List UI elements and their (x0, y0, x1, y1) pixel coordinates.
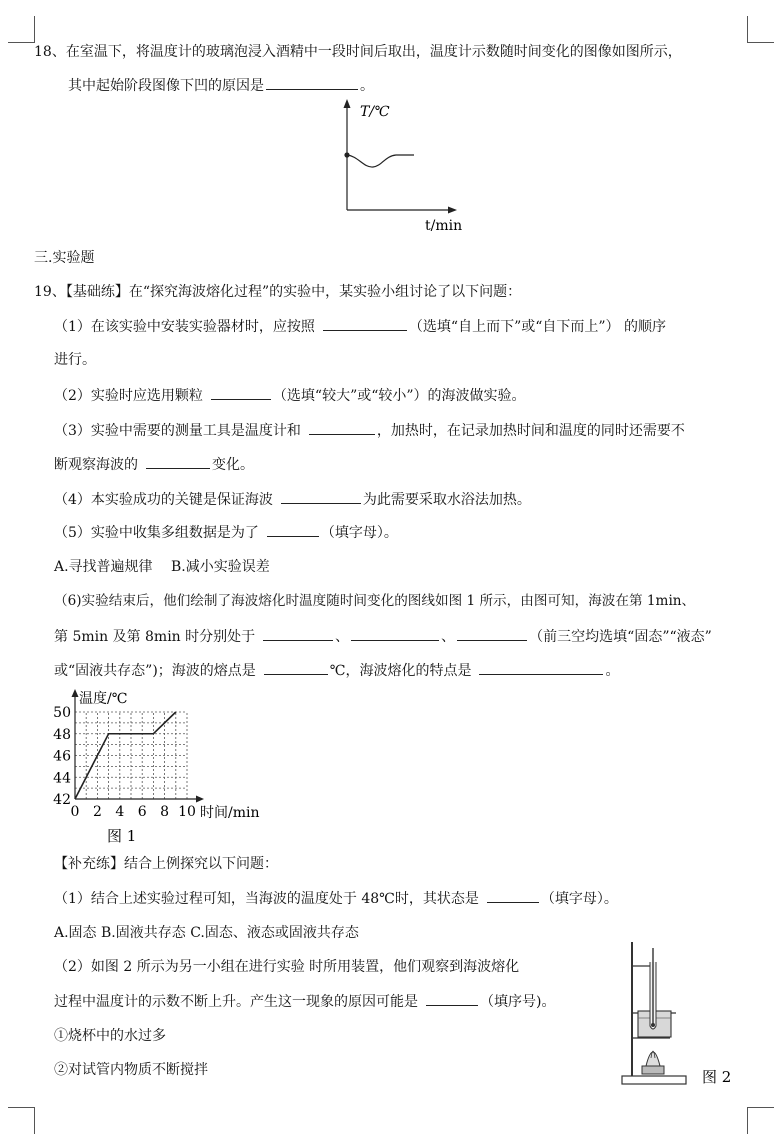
q18-line1: 18、在室温下，将温度计的玻璃泡浸入酒精中一段时间后取出，温度计示数随时间变化的图像如图所示， (34, 44, 682, 60)
q19-p5-text-b: （填字母）。 (320, 525, 398, 541)
supplement-option-1: ①烧杯中的水过多 (54, 1028, 166, 1044)
q19-part1-line1 (54, 316, 666, 337)
supplement-q1-text-b: （填字母）。 (540, 891, 618, 907)
q19-p2-text-a: （2）实验时应选用颗粒 (54, 388, 203, 404)
chart-y-axis-label: 温度/℃ (79, 691, 128, 707)
corner-mark-top-right (747, 16, 774, 43)
q19-p3-blank-2[interactable] (146, 454, 210, 469)
corner-mark-bottom-left (8, 1107, 35, 1134)
q19-p3-text-c: 断观察海波的 (54, 457, 138, 473)
chart-x-axis-arrow (196, 796, 204, 803)
supplement-q2-blank[interactable] (426, 991, 478, 1006)
chart-x-tick-label: 2 (92, 804, 102, 820)
figure-1-caption: 图 1 (107, 827, 137, 845)
q19-part2 (54, 385, 526, 406)
q19-p4-text-b: 为此需要采取水浴法加热。 (362, 492, 531, 508)
q19-p6-blank-3[interactable] (457, 626, 527, 641)
q19-p6-blank-1[interactable] (263, 626, 333, 641)
q19-part3-line2 (54, 454, 254, 475)
chart-y-tick-label: 48 (53, 726, 71, 743)
supplement-q1-options: A.固态 B.固液共存态 C.固态、液态或固液共存态 (54, 925, 359, 941)
figure-1-chart (40, 686, 280, 846)
q19-p1-text-a: （1）在该实验中安装实验器材时，应按照 (54, 319, 315, 335)
chart-x-tick-label: 10 (178, 804, 196, 820)
q19-part4 (54, 489, 531, 510)
q19-p6-text-c3: 。 (605, 663, 620, 679)
q19-p2-blank[interactable] (211, 385, 271, 400)
section-title: 三.实验题 (34, 250, 95, 266)
q19-p6-text-b1: 第 5min 及第 8min 时分别处于 (54, 629, 256, 645)
q19-p6-text-c1: 或“固液共存态”)；海波的熔点是 (54, 663, 256, 679)
chart-x-tick-label: 6 (137, 804, 147, 820)
q18-graph-ylabel: T/℃ (360, 104, 390, 120)
figure-2-caption: 图 2 (702, 1068, 732, 1086)
q19-intro: 19、【基础练】在“探究海波熔化过程”的实验中，某实验小组讨论了以下问题： (34, 284, 522, 300)
q18-line2 (68, 75, 374, 96)
q19-p3-blank-1[interactable] (309, 420, 375, 435)
q18-answer-blank[interactable] (266, 75, 358, 90)
chart-y-tick-label: 50 (53, 705, 71, 721)
q19-p6-sep-1: 、 (335, 629, 350, 645)
q19-part5-options: A.寻找普遍规律 B.减小实验误差 (54, 559, 270, 575)
q19-p6-text-c2: ℃，海波熔化的特点是 (329, 663, 472, 679)
q19-p4-blank[interactable] (281, 489, 361, 504)
chart-y-tick-label: 42 (53, 792, 71, 808)
supplement-q1 (54, 888, 618, 909)
chart-y-tick-label: 46 (53, 748, 71, 765)
q18-text-b: 。 (360, 78, 374, 94)
q19-p5-text-a: （5）实验中收集多组数据是为了 (54, 525, 259, 541)
q19-p3-text-b: ，加热时，在记录加热时间和温度的同时还需要不 (376, 423, 685, 439)
figure-2-apparatus (612, 938, 752, 1090)
q18-temperature-graph (330, 98, 480, 238)
q19-part6-line2 (54, 626, 712, 647)
q19-part6-line1: （6)实验结束后，他们绘制了海波熔化时温度随时间变化的图线如图 1 所示，由图可知，海波在第 1min、 (54, 593, 696, 609)
supplement-q1-text-a: （1）结合上述实验过程可知，当海波的温度处于 48℃时，其状态是 (54, 891, 479, 907)
corner-mark-bottom-right (747, 1107, 774, 1134)
q19-p6-sep-2: 、 (441, 629, 456, 645)
chart-x-tick-label: 4 (115, 804, 125, 820)
q19-part6-line3 (54, 660, 619, 681)
chart-x-axis-label: 时间/min (200, 805, 260, 821)
chart-y-tick-label: 44 (53, 770, 71, 787)
q19-p1-blank[interactable] (323, 316, 407, 331)
q19-p2-text-b: （选填“较大”或“较小”）的海波做实验。 (272, 388, 526, 404)
q19-p6-blank-4[interactable] (264, 660, 328, 675)
supplement-option-2: ②对试管内物质不断搅拌 (54, 1062, 208, 1078)
chart-x-tick-label: 0 (70, 804, 80, 820)
supplement-q2-text-c: （填序号)。 (480, 994, 556, 1010)
q19-part1-line2: 进行。 (54, 352, 96, 368)
chart-x-tick-label: 8 (160, 804, 170, 820)
supplement-q2-line1: （2）如图 2 所示为另一小组在进行实验 时所用装置，他们观察到海波熔化 (54, 959, 520, 975)
q19-p5-blank[interactable] (267, 522, 319, 537)
corner-mark-top-left (8, 16, 35, 43)
q19-p6-blank-2[interactable] (351, 626, 439, 641)
supplement-intro: 【补充练】结合上例探究以下问题： (54, 856, 278, 872)
q19-p4-text-a: （4）本实验成功的关键是保证海波 (54, 492, 273, 508)
q19-p6-text-b4: （前三空均选填“固态”“液态” (529, 629, 712, 645)
q19-p1-text-b: （选填“自上而下”或“自下而上”） 的顺序 (408, 319, 666, 335)
q19-p3-text-d: 变化。 (212, 457, 254, 473)
q18-graph-xlabel: t/min (425, 218, 463, 234)
q19-part3-line1 (54, 420, 685, 441)
supplement-q2-text-b: 过程中温度计的示数不断上升。产生这一现象的原因可能是 (54, 994, 418, 1010)
supplement-q1-blank[interactable] (487, 888, 539, 903)
chart-y-axis-arrow (72, 689, 79, 697)
supplement-q2-line2 (54, 991, 555, 1012)
q19-part5 (54, 522, 398, 543)
q19-p3-text-a: （3）实验中需要的测量工具是温度计和 (54, 423, 301, 439)
q19-p6-blank-5[interactable] (479, 660, 603, 675)
q18-text-a: 其中起始阶段图像下凹的原因是 (68, 78, 264, 94)
